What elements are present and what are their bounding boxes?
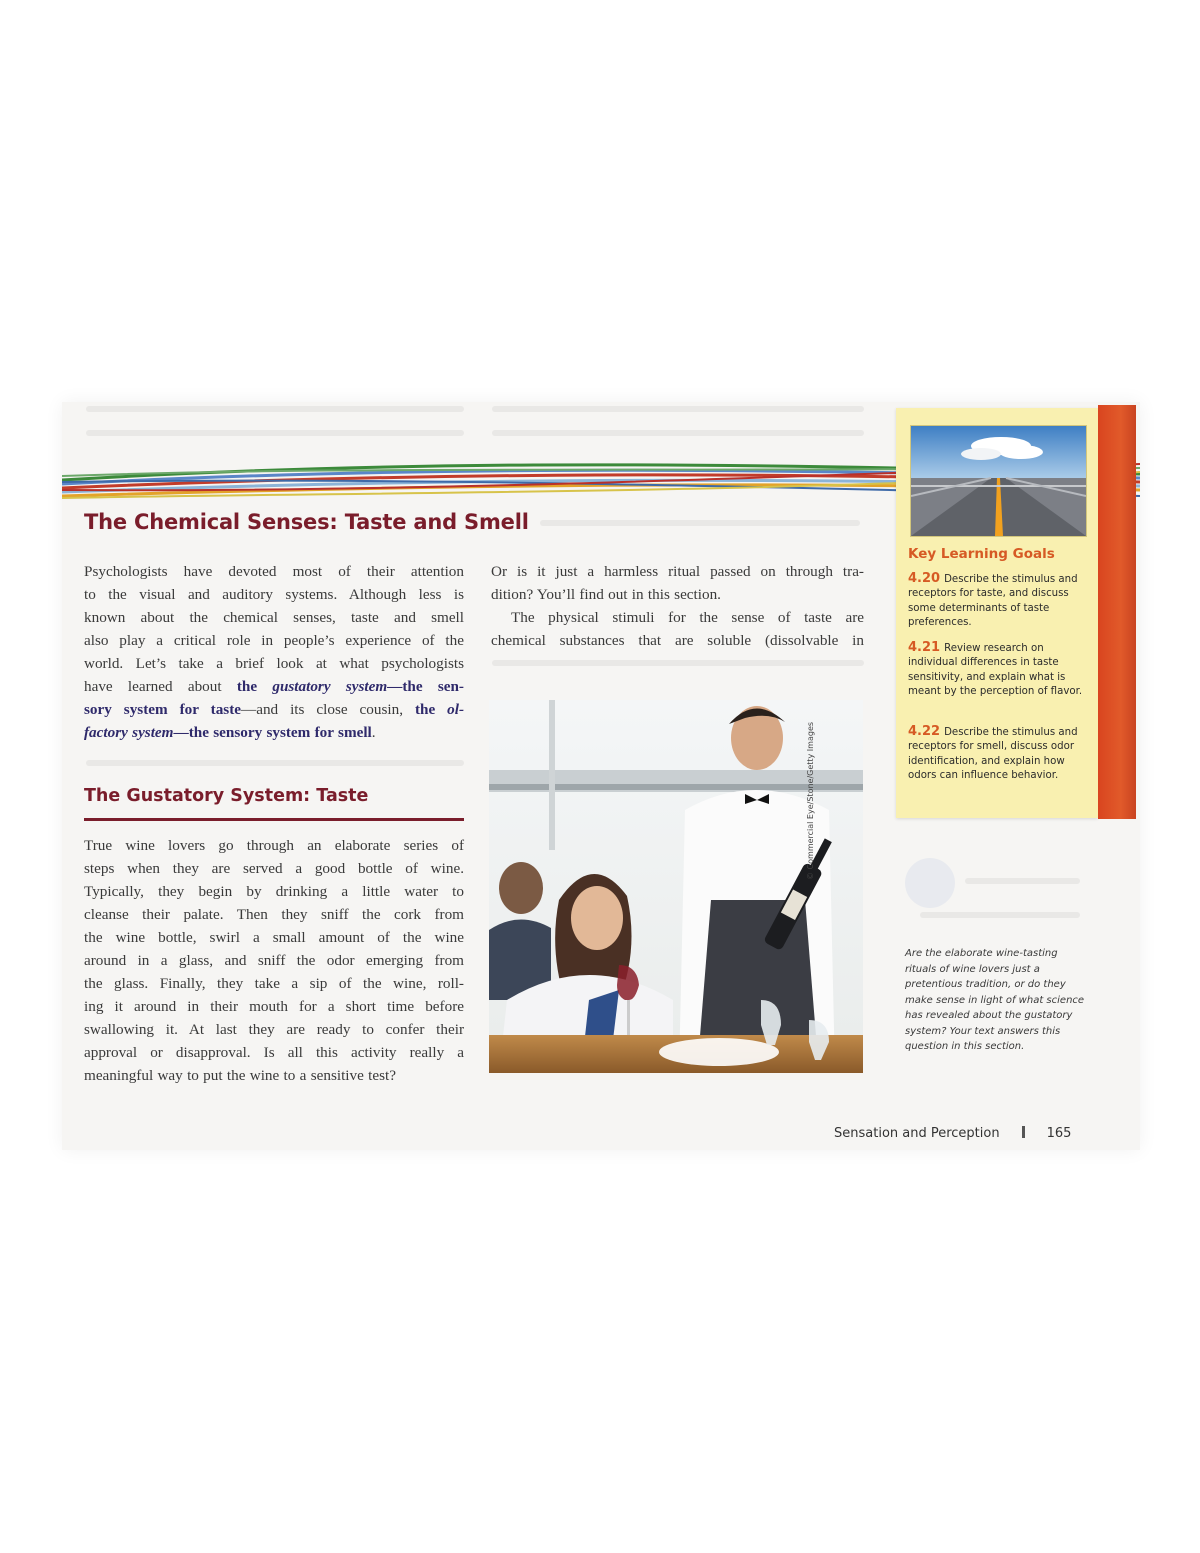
text-line: to the visual and auditory systems. Although less is [84, 586, 464, 603]
text-segment: the [414, 701, 448, 718]
text-line: ing it around in their mouth for a short time before [84, 998, 464, 1015]
text-segment: —the sen- [387, 678, 464, 695]
text-line: the glass. Finally, they take a sip of the wine, roll- [84, 975, 464, 992]
goal-number: 4.20 [908, 571, 941, 586]
text-line: True wine lovers go through an elaborate series of [84, 837, 464, 854]
goal-text: Describe the stimulus and receptors for smell, discuss odor identification, and explain how odors can influence behavior. [908, 727, 1078, 781]
text-segment: —and its close cousin, [241, 701, 415, 718]
chapter-title: The Chemical Senses: Taste and Smell [84, 510, 529, 534]
text-line: The physical stimuli for the sense of taste are [511, 609, 864, 626]
key-term-italic: ol- [447, 701, 465, 718]
orange-margin-tab [1098, 405, 1136, 819]
text-line [84, 675, 464, 698]
section-rule [84, 818, 464, 821]
goal-number: 4.22 [908, 724, 941, 739]
text-line: also play a critical role in people’s experience of the [84, 632, 464, 649]
text-line [84, 698, 464, 721]
text-segment: have learned about [84, 678, 237, 695]
footer-chapter: Sensation and Perception [834, 1126, 1000, 1141]
key-term: sory system for taste [84, 701, 242, 718]
key-term [415, 701, 464, 718]
intro-paragraph [84, 560, 464, 744]
text-line: steps when they are served a good bottle of wine. [84, 860, 464, 877]
bleed-through-line [920, 912, 1080, 918]
gustatory-paragraph [84, 834, 464, 1087]
text-segment: the [236, 678, 273, 695]
bleed-through-line [965, 878, 1080, 884]
bleed-through-badge [905, 858, 955, 908]
goal-number: 4.21 [908, 640, 941, 655]
text-line: meaningful way to put the wine to a sensitive test? [84, 1067, 396, 1084]
learning-goal [908, 725, 1088, 783]
text-line [84, 721, 464, 744]
bleed-through-line [86, 406, 464, 412]
bleed-through-line [492, 406, 864, 412]
text-line: approval or disapproval. Is all this activity really a [84, 1044, 464, 1061]
goal-text: Review research on individual differences in taste sensitivity, and explain what is meant by the perception of flavor. [908, 643, 1083, 697]
text-line: known about the chemical senses, taste and smell [84, 609, 464, 626]
running-footer [834, 1126, 1071, 1141]
text-line: chemical substances that are soluble (dissolvable in [491, 632, 864, 649]
key-learning-goals-title: Key Learning Goals [908, 546, 1055, 562]
road-photo [910, 425, 1087, 537]
key-term-italic: factory system [84, 724, 174, 741]
key-term [237, 678, 464, 695]
bleed-through-line [86, 430, 464, 436]
goal-text: Describe the stimulus and receptors for taste, and discuss some determinants of taste preferences. [908, 574, 1078, 628]
text-segment: —the sensory system for smell [173, 724, 372, 741]
column2-paragraph-continued [491, 560, 864, 606]
text-segment: . [371, 724, 376, 741]
photo-caption: Are the elaborate wine-tasting rituals of wine lovers just a pretentious tradition, or do they make sense in light of what science has revealed about the gustatory system? Your text answers this question in this section. [905, 948, 1085, 1052]
page-number: 165 [1046, 1126, 1072, 1141]
bleed-through-line [86, 760, 464, 766]
key-term-italic: gustatory system [272, 678, 388, 695]
bleed-through-line [540, 520, 860, 526]
text-line: dition? You’ll find out in this section. [491, 586, 721, 603]
text-line: the wine bottle, swirl a small amount of the wine [84, 929, 464, 946]
key-term [84, 724, 372, 741]
section-heading: The Gustatory System: Taste [84, 786, 369, 806]
text-line: around in a glass, and sniff the odor emerging from [84, 952, 464, 969]
text-line: cleanse their palate. Then they sniff the cork from [84, 906, 464, 923]
photo-credit: © Commercial Eye/Stone/Getty Images [806, 721, 815, 880]
text-line: Psychologists have devoted most of their attention [84, 563, 464, 580]
footer-divider [1022, 1126, 1025, 1138]
text-line: swallowing it. At last they are ready to confer their [84, 1021, 464, 1038]
text-line: Typically, they begin by drinking a little water to [84, 883, 464, 900]
text-line: world. Let’s take a brief look at what psychologists [84, 655, 464, 672]
text-line: Or is it just a harmless ritual passed on through tra- [491, 563, 864, 580]
bleed-through-line [492, 430, 864, 436]
learning-goal [908, 641, 1088, 699]
learning-goal [908, 572, 1088, 630]
